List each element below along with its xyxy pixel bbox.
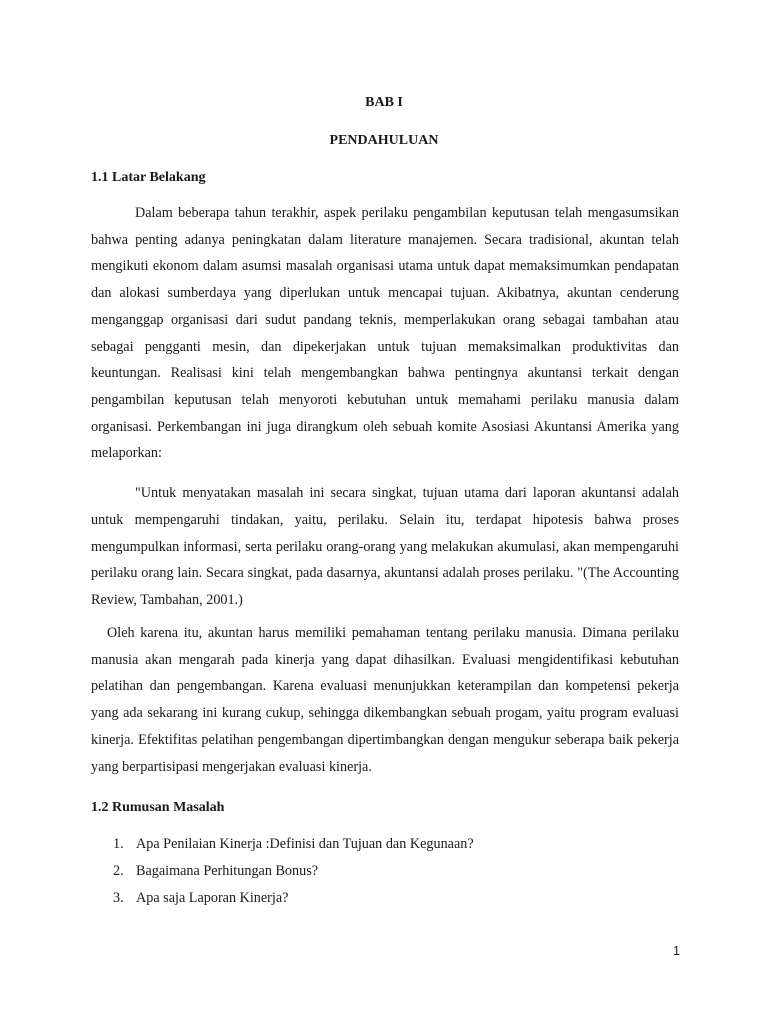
paragraph-latar-belakang-1: Dalam beberapa tahun terakhir, aspek perilaku pengambilan keputusan telah mengasumsikan bahwa penting adanya peningkatan dalam literature manajemen. Secara tradisional, akuntan telah mengikuti ekonom dalam asumsi masalah organisasi utama untuk dapat memaksimumkan pendapatan dan alokasi sumberdaya yang diperlukan untuk mencapai tujuan. Akibatnya, akuntan cenderung menganggap organisasi dari sudut pandang teknis, memperlakukan orang sebagai tambahan atau sebagai pengganti mesin, dan dipekerjakan untuk tujuan memaksimalkan produktivitas dan keuntungan. Realisasi kini telah mengembangkan bahwa pentingnya akuntansi terkait dengan pengambilan keputusan telah menyoroti kebutuhan untuk memahami perilaku manusia dalam organisasi. Perkembangan ini juga dirangkum oleh sebuah komite Asosiasi Akuntansi Amerika yang melaporkan: [91,205,679,462]
paragraph-quote: "Untuk menyatakan masalah ini secara singkat, tujuan utama dari laporan akuntansi adalah untuk mempengaruhi tindakan, yaitu, perilaku. Selain itu, terdapat hipotesis bahwa proses mengumpulkan informasi, serta perilaku orang-orang yang melakukan akumulasi, akan mempengaruhi perilaku orang lain. Secara singkat, pada dasarnya, akuntansi adalah proses perilaku. "(The Accounting Review, Tambahan, 2001.) [91,485,679,609]
page-number: 1 [673,944,680,958]
list-item-number: 3. [113,890,124,906]
list-item-text: Bagaimana Perhitungan Bonus? [136,863,319,879]
chapter-title: PENDAHULUAN [329,133,439,148]
section-heading-rumusan-masalah: 1.2 Rumusan Masalah [91,800,225,815]
list-item-number: 2. [113,863,124,879]
chapter-label: BAB I [365,95,403,110]
list-item-number: 1. [113,836,124,852]
list-item-text: Apa saja Laporan Kinerja? [136,890,289,906]
list-item-text: Apa Penilaian Kinerja :Definisi dan Tujuan dan Kegunaan? [136,836,474,852]
section-heading-latar-belakang: 1.1 Latar Belakang [91,170,206,185]
paragraph-latar-belakang-3: Oleh karena itu, akuntan harus memiliki pemahaman tentang perilaku manusia. Dimana perilaku manusia akan mengarah pada kinerja yang dapat dihasilkan. Evaluasi mengidentifikasi kebutuhan pelatihan dan pengembangan. Karena evaluasi menunjukkan keterampilan dan kompetensi pekerja yang ada sekarang ini kurang cukup, sehingga dikembangkan sebuah progam, yaitu program evaluasi kinerja. Efektifitas pelatihan pengembangan dipertimbangkan dengan mengukur seberapa baik pekerja yang berpartisipasi mengerjakan evaluasi kinerja. [91,625,679,775]
